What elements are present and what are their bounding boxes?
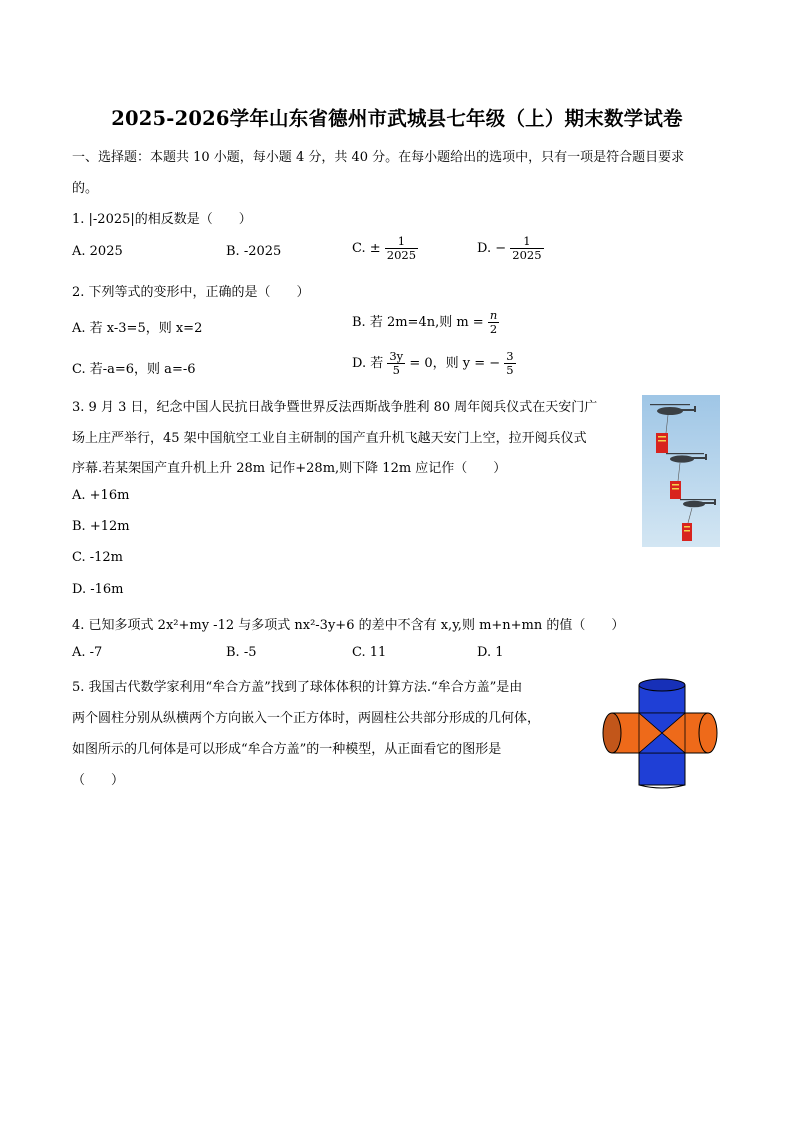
question-3-option-b: B. +12m	[72, 519, 130, 534]
option-d-label: D. −	[477, 241, 507, 256]
question-4-option-c: C. 11	[352, 645, 387, 660]
question-1-stem: 1. |-2025|的相反数是（ ）	[72, 212, 252, 227]
section-heading-line1: 一、选择题：本题共 10 小题，每小题 4 分，共 40 分。在每小题给出的选项中，只有一项是符合题目要求	[72, 150, 685, 165]
question-2-stem: 2. 下列等式的变形中，正确的是（ ）	[72, 285, 310, 300]
option-d-fraction-2	[504, 350, 515, 377]
question-2-option-b	[352, 309, 499, 336]
fraction-denominator: 2	[488, 322, 499, 336]
fraction-denominator: 5	[387, 363, 405, 377]
option-d-fraction	[510, 235, 543, 262]
option-c-label: C. ±	[352, 241, 381, 256]
question-5-line4: （ ）	[72, 773, 125, 788]
question-2-option-c: C. 若-a=6，则 a=-6	[72, 362, 196, 377]
fraction-numerator: n	[489, 308, 498, 322]
question-4-option-b: B. -5	[226, 645, 257, 660]
question-5-line3: 如图所示的几何体是可以形成“牟合方盖”的一种模型，从正面看它的图形是	[72, 742, 502, 757]
option-d-fraction-1	[387, 350, 405, 377]
question-2-option-a: A. 若 x-3=5，则 x=2	[72, 321, 203, 336]
question-5-line1: 5. 我国古代数学家利用“牟合方盖”找到了球体体积的计算方法.“牟合方盖”是由	[72, 680, 523, 695]
question-4-option-a: A. -7	[72, 645, 103, 660]
question-3-line1: 3. 9 月 3 日，纪念中国人民抗日战争暨世界反法西斯战争胜利 80 周年阅兵仪式在天安门广	[72, 400, 598, 415]
question-3-option-d: D. -16m	[72, 582, 124, 597]
question-1-option-d	[477, 235, 544, 262]
option-b-label: B. 若 2m=4n,则 m =	[352, 315, 488, 330]
question-5-line2: 两个圆柱分别从纵横两个方向嵌入一个正方体时，两圆柱公共部分形成的几何体，	[72, 711, 541, 726]
fraction-denominator: 2025	[512, 248, 542, 262]
question-3-option-c: C. -12m	[72, 550, 124, 565]
helicopter-parade-photo	[642, 395, 720, 547]
intersecting-cylinders-solid	[600, 677, 722, 789]
question-3-option-a: A. +16m	[72, 488, 130, 503]
fraction-denominator: 5	[506, 363, 514, 377]
question-4-stem: 4. 已知多项式 2x²+my -12 与多项式 nx²-3y+6 的差中不含有 x,y,则 m+n+mn 的值（ ）	[72, 618, 625, 633]
fraction-numerator: 1	[397, 234, 406, 248]
fraction-numerator: 3y	[389, 349, 404, 363]
fraction-numerator: 1	[523, 234, 531, 248]
question-4-option-d: D. 1	[477, 645, 504, 660]
question-2-option-d	[352, 350, 516, 377]
option-d-middle: = 0，则 y = −	[409, 356, 501, 371]
question-1-option-c	[352, 235, 418, 262]
question-3-line3: 序幕.若某架国产直升机上升 28m 记作+28m,则下降 12m 应记作（ ）	[72, 461, 507, 476]
question-1-option-b: B. -2025	[226, 244, 282, 259]
question-1-option-a: A. 2025	[72, 244, 123, 259]
section-heading-line2: 的。	[72, 181, 99, 196]
page-title: 2025-2026学年山东省德州市武城县七年级（上）期末数学试卷	[111, 107, 683, 130]
question-3-line2: 场上庄严举行，45 架中国航空工业自主研制的国产直升机飞越天安门上空，拉开阅兵仪式	[72, 431, 587, 446]
fraction-denominator: 2025	[386, 248, 417, 262]
option-c-fraction	[385, 235, 418, 262]
option-d-label: D. 若	[352, 356, 388, 371]
fraction-numerator: 3	[506, 349, 514, 363]
option-b-fraction	[488, 309, 499, 336]
